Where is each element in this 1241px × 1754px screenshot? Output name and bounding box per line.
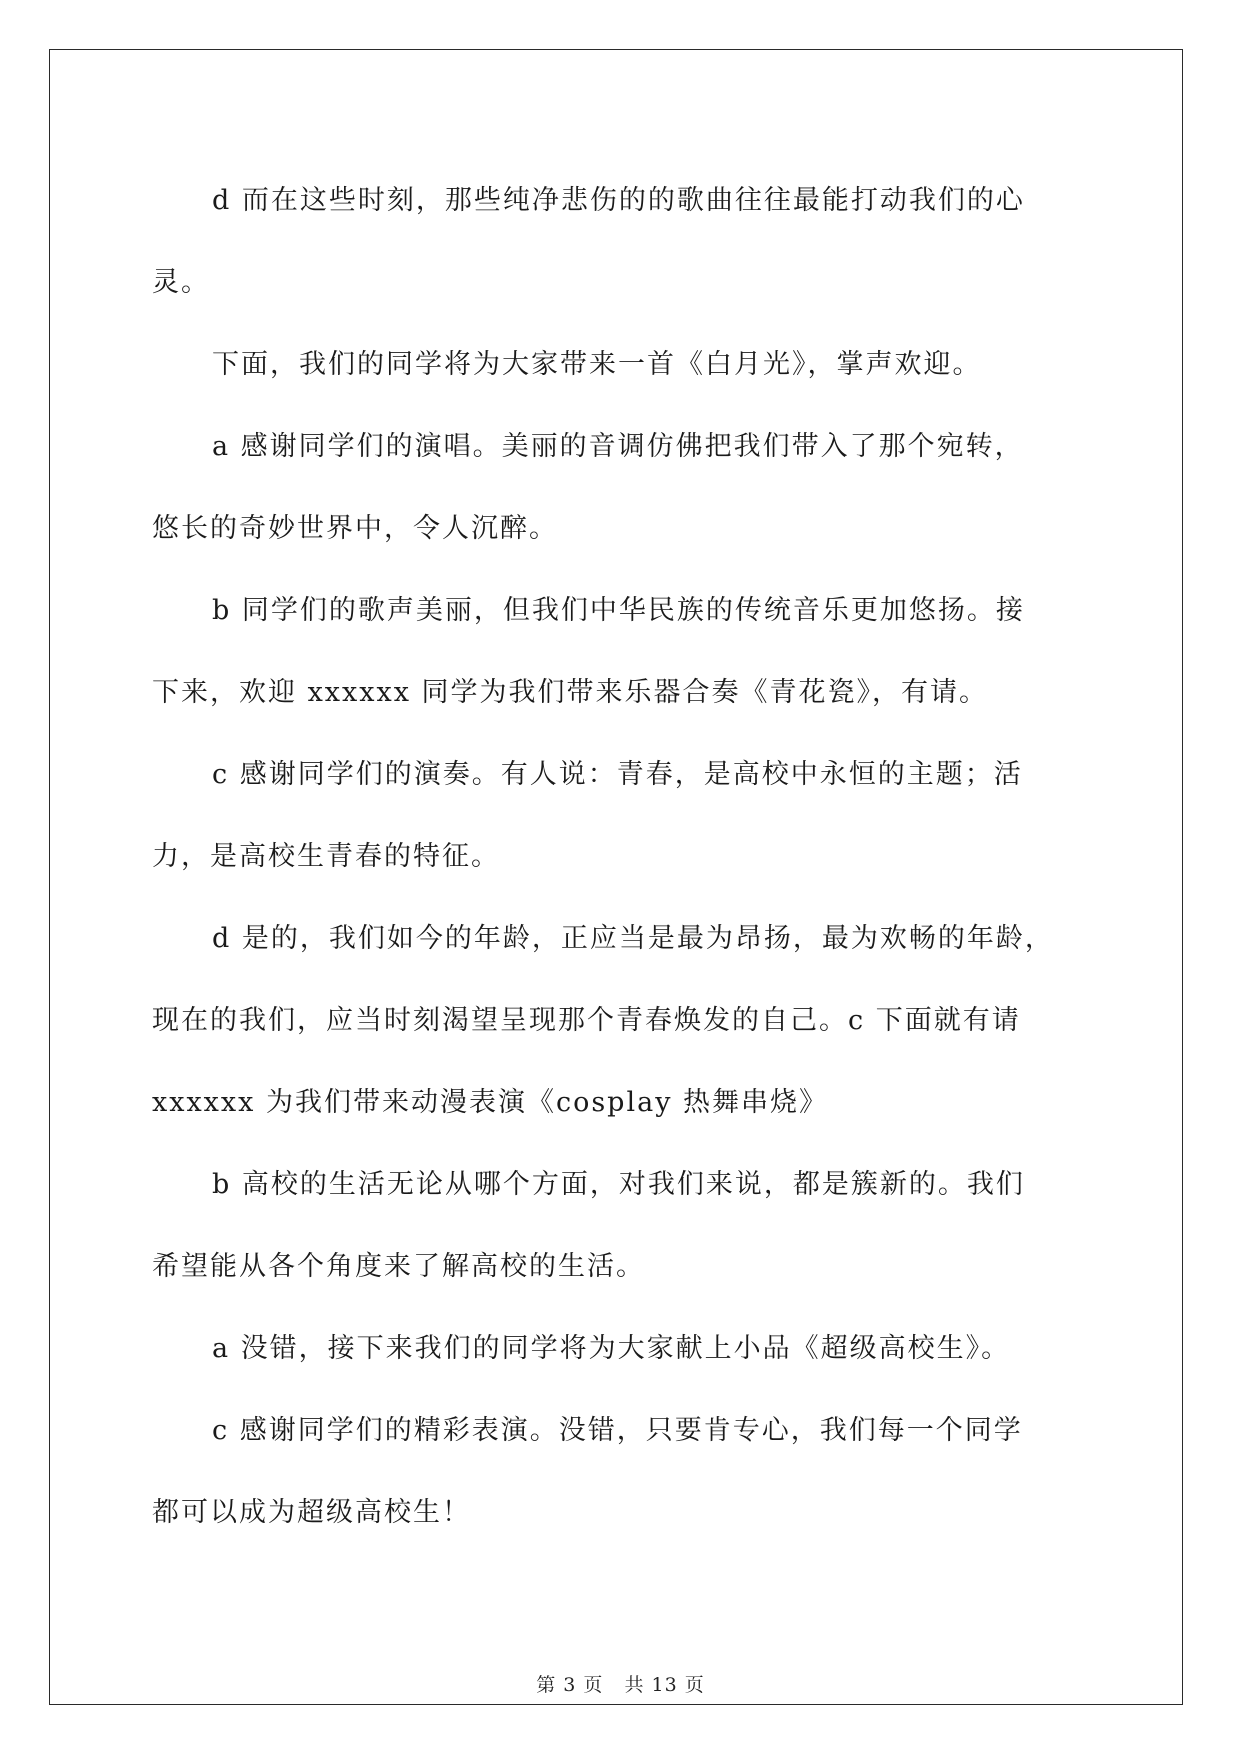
paragraph xyxy=(152,1390,1112,1554)
paragraph-line: b 同学们的歌声美丽，但我们中华民族的传统音乐更加悠扬。接 xyxy=(212,595,1025,626)
paragraph xyxy=(152,1308,1112,1390)
paragraph-line: c 感谢同学们的演奏。有人说：青春，是高校中永恒的主题；活 xyxy=(212,759,1023,790)
paragraph xyxy=(152,734,1112,898)
paragraph-line: d 而在这些时刻，那些纯净悲伤的的歌曲往往最能打动我们的心 xyxy=(212,185,1025,216)
paragraph-line: d 是的，我们如今的年龄，正应当是最为昂扬，最为欢畅的年龄， xyxy=(212,923,1054,954)
paragraph-line: 力，是高校生青春的特征。 xyxy=(152,841,500,872)
paragraph xyxy=(152,1144,1112,1308)
paragraph-line: 都可以成为超级高校生！ xyxy=(152,1497,471,1528)
paragraph xyxy=(152,406,1112,570)
paragraph-line: xxxxxx 为我们带来动漫表演《cosplay 热舞串烧》 xyxy=(152,1087,829,1118)
paragraph-line: 下面，我们的同学将为大家带来一首《白月光》，掌声欢迎。 xyxy=(212,349,982,380)
paragraph xyxy=(152,898,1112,1144)
paragraph-line: b 高校的生活无论从哪个方面，对我们来说，都是簇新的。我们 xyxy=(212,1169,1025,1200)
document-body xyxy=(152,160,1112,1554)
paragraph-line: 下来，欢迎 xxxxxx 同学为我们带来乐器合奏《青花瓷》，有请。 xyxy=(152,677,989,708)
paragraph-line: a 没错，接下来我们的同学将为大家献上小品《超级高校生》。 xyxy=(212,1333,1011,1364)
page-number: 第 3 页 xyxy=(536,1674,604,1696)
page-total: 共 13 页 xyxy=(624,1674,705,1696)
paragraph-line: 现在的我们，应当时刻渴望呈现那个青春焕发的自己。c 下面就有请 xyxy=(152,1005,1021,1036)
paragraph-line: 希望能从各个角度来了解高校的生活。 xyxy=(152,1251,645,1282)
paragraph-line: c 感谢同学们的精彩表演。没错，只要肯专心，我们每一个同学 xyxy=(212,1415,1023,1446)
page-footer xyxy=(0,1670,1241,1697)
paragraph xyxy=(152,324,1112,406)
paragraph-line: 悠长的奇妙世界中，令人沉醉。 xyxy=(152,513,558,544)
paragraph xyxy=(152,570,1112,734)
paragraph xyxy=(152,160,1112,324)
paragraph-line: 灵。 xyxy=(152,267,210,298)
paragraph-line: a 感谢同学们的演唱。美丽的音调仿佛把我们带入了那个宛转， xyxy=(212,431,1024,462)
